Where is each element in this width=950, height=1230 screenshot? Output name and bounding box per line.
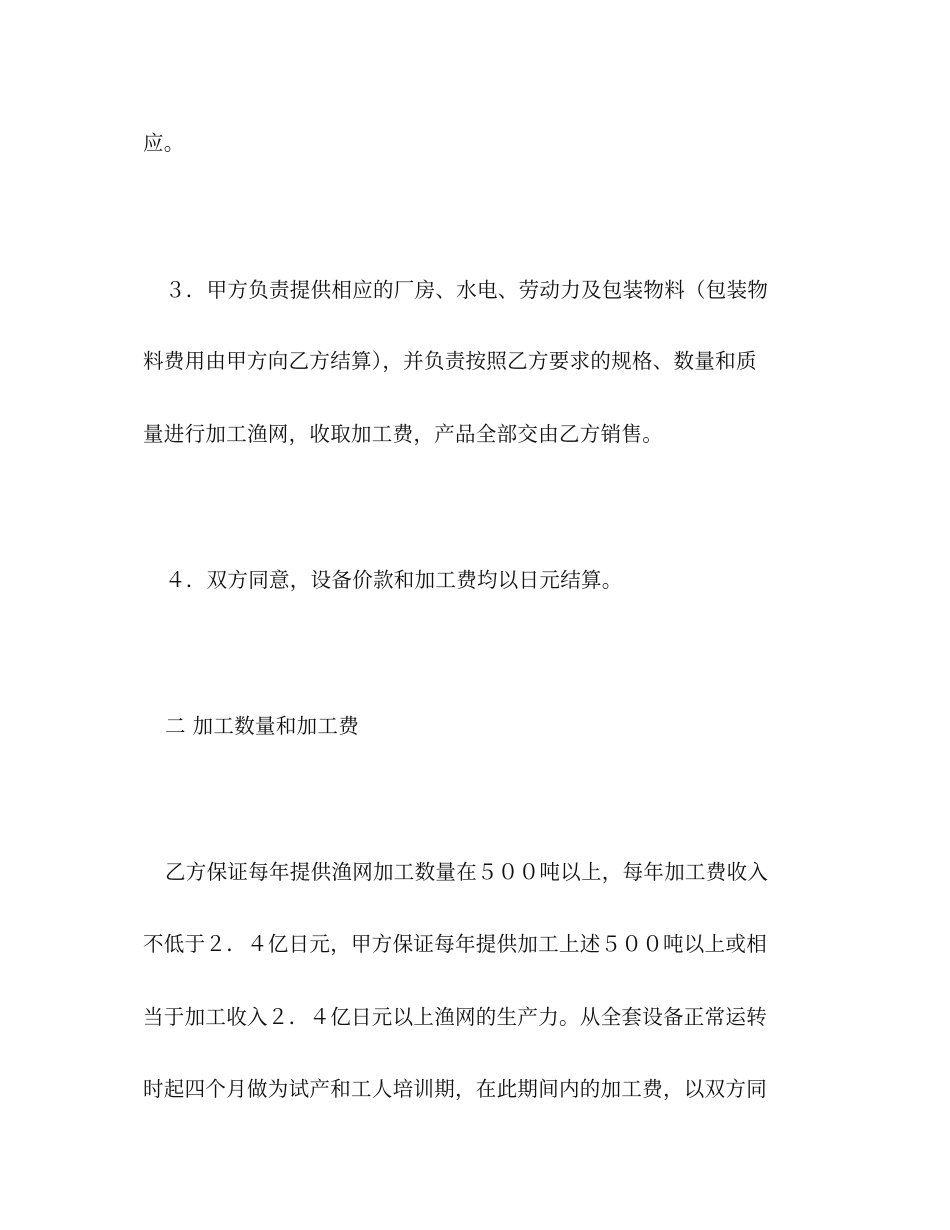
section-heading: 二 加工数量和加工费 [165, 714, 360, 738]
text-line: 时起四个月做为试产和工人培训期，在此期间内的加工费，以双方同 [143, 1077, 767, 1101]
text-line: 不低于２．４亿日元，甲方保证每年提供加工上述５００吨以上或相 [143, 932, 767, 956]
text-line: 乙方保证每年提供渔网加工数量在５００吨以上，每年加工费收入 [165, 860, 769, 884]
text-line: ３．甲方负责提供相应的厂房、水电、劳动力及包装物料（包装物 [165, 278, 769, 302]
text-line: 量进行加工渔网，收取加工费，产品全部交由乙方销售。 [143, 422, 663, 446]
text-line: 料费用由甲方向乙方结算），并负责按照乙方要求的规格、数量和质 [143, 349, 757, 373]
text-line: 当于加工收入２．４亿日元以上渔网的生产力。从全套设备正常运转 [143, 1005, 767, 1029]
text-line: 应。 [143, 131, 185, 155]
text-line: ４．双方同意，设备价款和加工费均以日元结算。 [165, 568, 623, 592]
